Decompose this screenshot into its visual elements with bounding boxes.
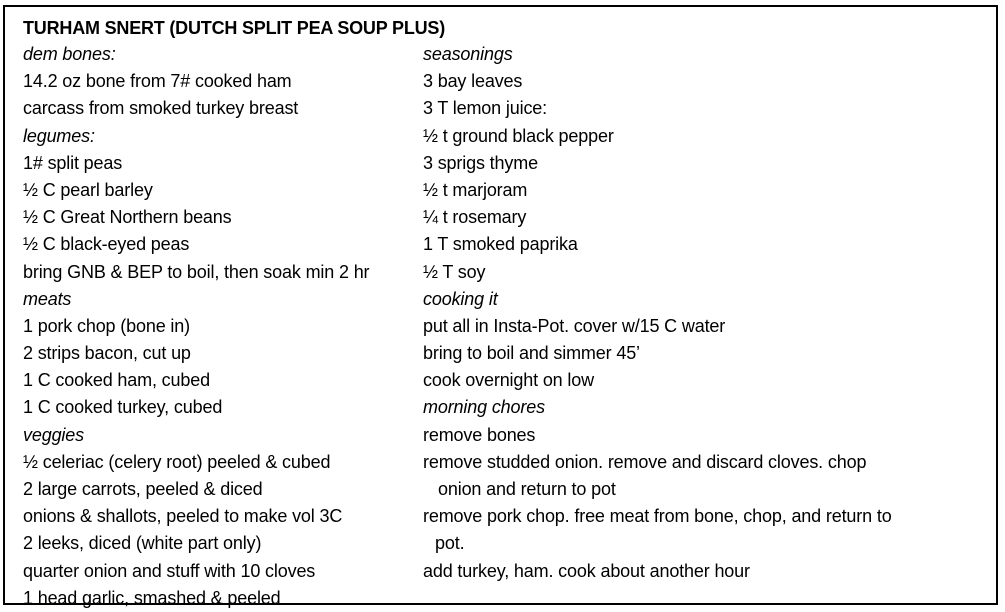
recipe-line: remove bones [423,424,536,445]
recipe-line: 1 pork chop (bone in) [23,315,190,336]
recipe-line: bring to boil and simmer 45’ [423,343,640,364]
recipe-line: 1 T smoked paprika [423,234,578,255]
recipe-line: quarter onion and stuff with 10 cloves [23,560,316,581]
section-heading: legumes: [23,125,95,146]
recipe-line: ½ t ground black pepper [423,125,614,146]
recipe-line: 2 strips bacon, cut up [23,343,191,364]
recipe-line: 2 leeks, diced (white part only) [23,533,262,554]
section-heading: cooking it [423,288,498,309]
recipe-line: remove pork chop. free meat from bone, chop, and return to [423,506,892,527]
left-column [23,41,421,612]
recipe-line: 3 T lemon juice: [423,98,548,119]
recipe-line-continuation: onion and return to pot [438,479,616,499]
recipe-line: 1# split peas [23,152,123,173]
recipe-line: ½ t marjoram [423,179,528,200]
recipe-line: remove studded onion. remove and discard cloves. chop [423,451,867,472]
section-heading: morning chores [423,397,545,418]
recipe-line: 1 head garlic, smashed & peeled [23,587,281,608]
recipe-line: ½ C Great Northern beans [23,207,232,228]
recipe-line: 1 C cooked ham, cubed [23,370,210,391]
recipe-line: 14.2 oz bone from 7# cooked ham [23,71,292,92]
recipe-line: ¼ t rosemary [423,207,527,228]
recipe-line-continuation: pot. [435,533,465,554]
section-heading: dem bones: [23,44,116,64]
recipe-line: ½ C pearl barley [23,179,153,200]
recipe-line: 2 large carrots, peeled & diced [23,479,263,499]
section-heading: seasonings [423,44,513,64]
section-heading: meats [23,288,72,309]
right-column [423,41,998,585]
recipe-line: ½ C black-eyed peas [23,234,190,255]
recipe-line: carcass from smoked turkey breast [23,98,299,119]
recipe-line: onions & shallots, peeled to make vol 3C [23,506,343,527]
section-heading: veggies [23,424,84,445]
recipe-line: cook overnight on low [423,370,594,391]
recipe-line: 3 sprigs thyme [423,152,538,173]
recipe-line: put all in Insta-Pot. cover w/15 C water [423,315,726,336]
recipe-card [3,5,998,608]
recipe-line: 1 C cooked turkey, cubed [23,397,223,418]
recipe-line: bring GNB & BEP to boil, then soak min 2 hr [23,261,370,282]
recipe-line: ½ celeriac (celery root) peeled & cubed [23,451,331,472]
recipe-title: TURHAM SNERT (DUTCH SPLIT PEA SOUP PLUS) [23,18,446,38]
recipe-line: 3 bay leaves [423,71,523,92]
recipe-line: ½ T soy [423,261,486,282]
recipe-line: add turkey, ham. cook about another hour [423,560,750,581]
